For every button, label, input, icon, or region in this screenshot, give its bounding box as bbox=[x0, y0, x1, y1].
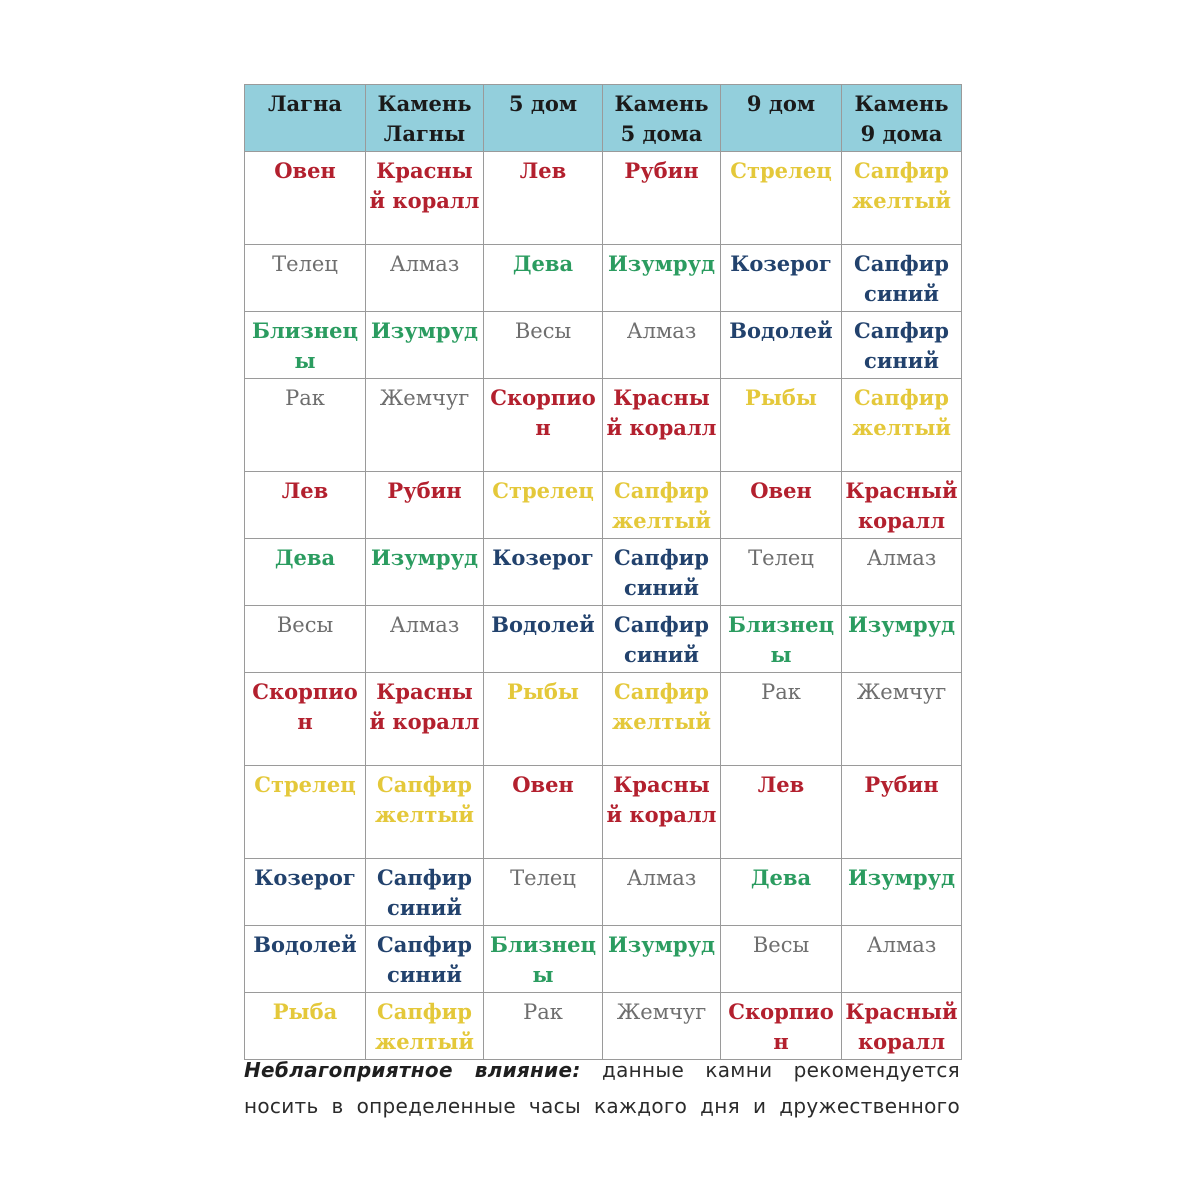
table-cell: Телец bbox=[245, 245, 366, 312]
table-cell: Жемчуг bbox=[603, 993, 721, 1060]
table-cell: Сапфир желтый bbox=[366, 766, 484, 859]
table-cell: Красный коралл bbox=[842, 993, 962, 1060]
table-cell: Весы bbox=[721, 926, 842, 993]
table-cell: Сапфир синий bbox=[603, 606, 721, 673]
header-lagna-stone: Камень Лагны bbox=[366, 85, 484, 152]
table-cell: Жемчуг bbox=[366, 379, 484, 472]
table-cell: Рубин bbox=[842, 766, 962, 859]
table-cell: Алмаз bbox=[842, 539, 962, 606]
table-cell: Лев bbox=[245, 472, 366, 539]
table-cell: Скорпион bbox=[484, 379, 603, 472]
header-house-5-stone: Камень 5 дома bbox=[603, 85, 721, 152]
table-row bbox=[245, 673, 962, 766]
table-cell: Сапфир синий bbox=[842, 245, 962, 312]
table-cell: Рыба bbox=[245, 993, 366, 1060]
table-cell: Скорпион bbox=[721, 993, 842, 1060]
table-cell: Овен bbox=[484, 766, 603, 859]
table-cell: Изумруд bbox=[842, 859, 962, 926]
table-row bbox=[245, 245, 962, 312]
table-cell: Телец bbox=[721, 539, 842, 606]
table-cell: Сапфир синий bbox=[842, 312, 962, 379]
table-cell: Рубин bbox=[366, 472, 484, 539]
table-cell: Сапфир синий bbox=[366, 859, 484, 926]
table-cell: Близнецы bbox=[484, 926, 603, 993]
header-house-9-stone: Камень 9 дома bbox=[842, 85, 962, 152]
table-cell: Стрелец bbox=[484, 472, 603, 539]
table-cell: Рыбы bbox=[721, 379, 842, 472]
table-cell: Стрелец bbox=[721, 152, 842, 245]
table-cell: Красный коралл bbox=[842, 472, 962, 539]
table-cell: Рыбы bbox=[484, 673, 603, 766]
table-row bbox=[245, 312, 962, 379]
table-cell: Весы bbox=[245, 606, 366, 673]
header-house-9: 9 дом bbox=[721, 85, 842, 152]
table-cell: Скорпион bbox=[245, 673, 366, 766]
table-cell: Алмаз bbox=[603, 312, 721, 379]
table-cell: Водолей bbox=[721, 312, 842, 379]
table-cell: Телец bbox=[484, 859, 603, 926]
table-row bbox=[245, 472, 962, 539]
table-cell: Алмаз bbox=[842, 926, 962, 993]
table-cell: Стрелец bbox=[245, 766, 366, 859]
table-cell: Дева bbox=[721, 859, 842, 926]
table-cell: Сапфир желтый bbox=[603, 472, 721, 539]
table-cell: Весы bbox=[484, 312, 603, 379]
table-cell: Рубин bbox=[603, 152, 721, 245]
header-lagna: Лагна bbox=[245, 85, 366, 152]
table-row bbox=[245, 152, 962, 245]
table-cell: Дева bbox=[484, 245, 603, 312]
table-cell: Сапфир синий bbox=[603, 539, 721, 606]
paragraph-line-2: носить в определенные часы каждого дня и дружественного bbox=[244, 1094, 960, 1118]
table-cell: Изумруд bbox=[842, 606, 962, 673]
table-row bbox=[245, 539, 962, 606]
table-row bbox=[245, 926, 962, 993]
table-body bbox=[245, 152, 962, 1060]
gem-table-container bbox=[244, 84, 961, 1060]
table-cell: Алмаз bbox=[603, 859, 721, 926]
table-cell: Водолей bbox=[484, 606, 603, 673]
table-cell: Сапфир желтый bbox=[366, 993, 484, 1060]
table-cell: Лев bbox=[721, 766, 842, 859]
paragraph-line-1-text: данные камни рекомендуется bbox=[601, 1058, 960, 1082]
table-cell: Козерог bbox=[721, 245, 842, 312]
table-cell: Красный коралл bbox=[366, 673, 484, 766]
table-cell: Жемчуг bbox=[842, 673, 962, 766]
table-cell: Овен bbox=[245, 152, 366, 245]
table-cell: Красный коралл bbox=[603, 379, 721, 472]
table-cell: Водолей bbox=[245, 926, 366, 993]
table-cell: Лев bbox=[484, 152, 603, 245]
paragraph-line-1 bbox=[244, 1052, 960, 1088]
gem-table bbox=[244, 84, 962, 1060]
table-cell: Овен bbox=[721, 472, 842, 539]
table-cell: Рак bbox=[245, 379, 366, 472]
body-paragraph bbox=[244, 1052, 960, 1124]
table-cell: Изумруд bbox=[366, 312, 484, 379]
table-header-row bbox=[245, 85, 962, 152]
table-row bbox=[245, 993, 962, 1060]
table-cell: Красный коралл bbox=[366, 152, 484, 245]
table-cell: Сапфир желтый bbox=[603, 673, 721, 766]
table-cell: Изумруд bbox=[366, 539, 484, 606]
table-cell: Рак bbox=[721, 673, 842, 766]
table-cell: Козерог bbox=[245, 859, 366, 926]
header-house-5: 5 дом bbox=[484, 85, 603, 152]
table-row bbox=[245, 859, 962, 926]
table-cell: Козерог bbox=[484, 539, 603, 606]
table-row bbox=[245, 379, 962, 472]
table-row bbox=[245, 606, 962, 673]
table-cell: Изумруд bbox=[603, 926, 721, 993]
table-cell: Сапфир синий bbox=[366, 926, 484, 993]
table-cell: Близнецы bbox=[721, 606, 842, 673]
table-row bbox=[245, 766, 962, 859]
table-cell: Алмаз bbox=[366, 606, 484, 673]
table-cell: Дева bbox=[245, 539, 366, 606]
table-cell: Красный коралл bbox=[603, 766, 721, 859]
table-cell: Рак bbox=[484, 993, 603, 1060]
table-cell: Изумруд bbox=[603, 245, 721, 312]
table-cell: Алмаз bbox=[366, 245, 484, 312]
table-cell: Близнецы bbox=[245, 312, 366, 379]
paragraph-lead: Неблагоприятное влияние: bbox=[244, 1058, 581, 1082]
table-cell: Сапфир желтый bbox=[842, 379, 962, 472]
table-cell: Сапфир желтый bbox=[842, 152, 962, 245]
